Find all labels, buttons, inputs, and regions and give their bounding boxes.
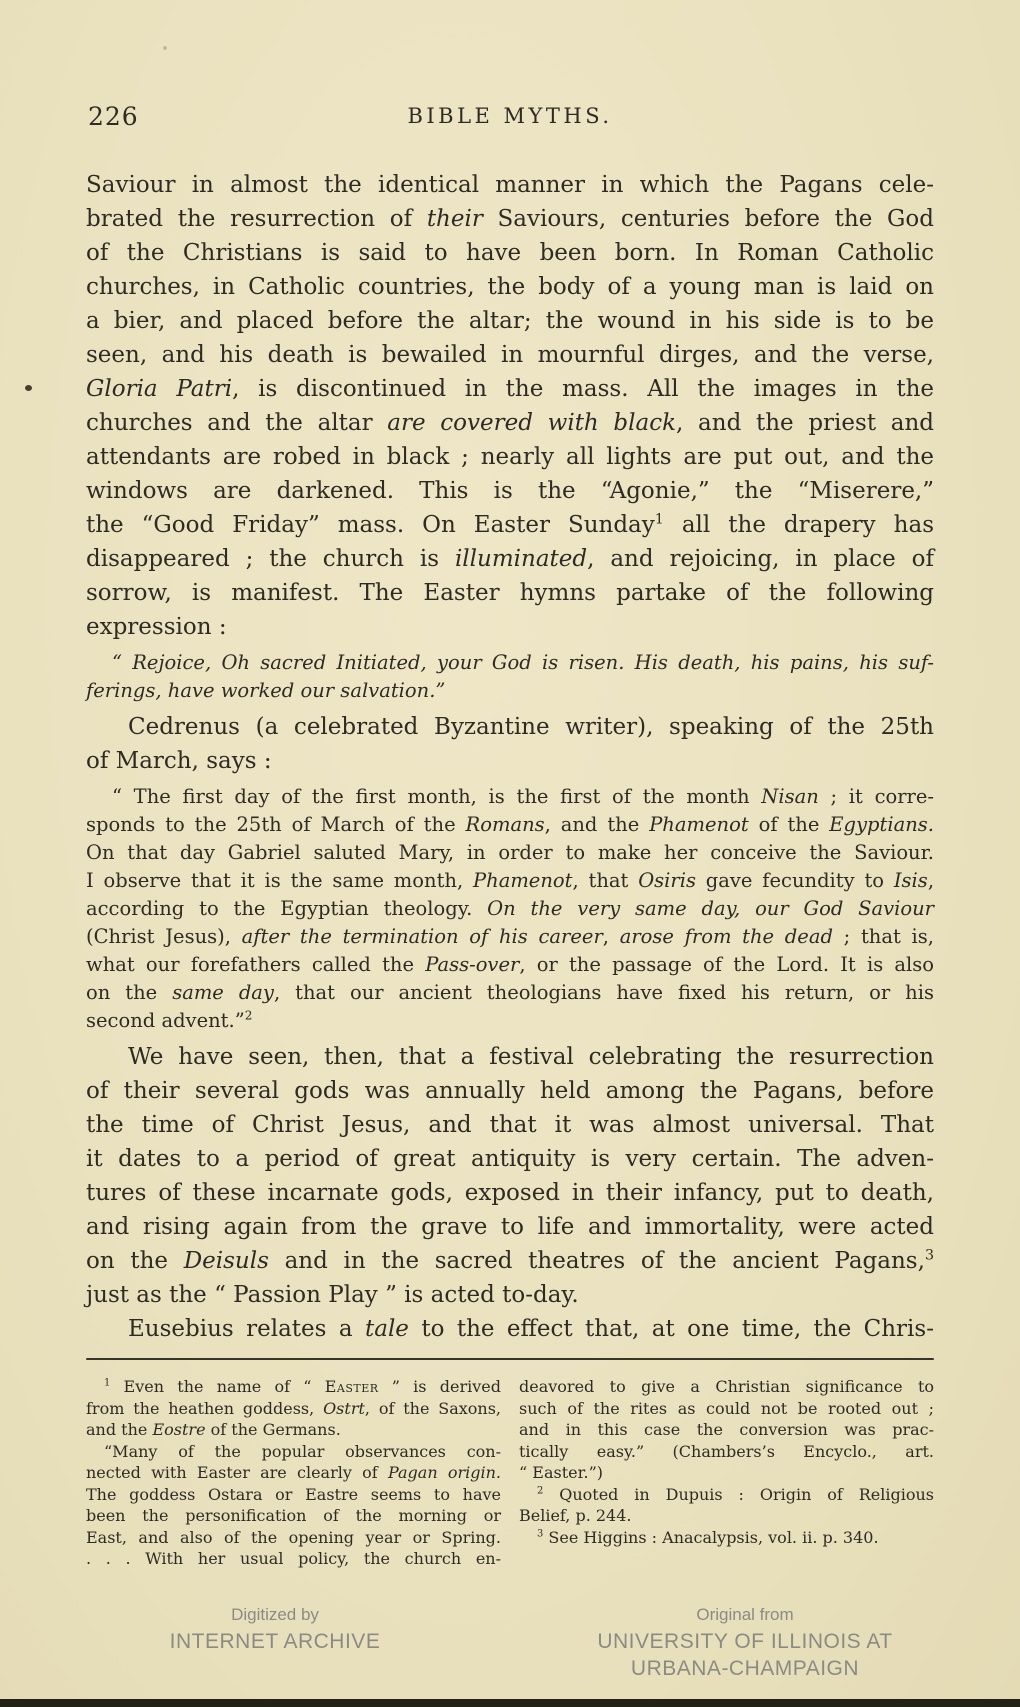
text-line xyxy=(86,202,934,236)
text-run: of the Germans. xyxy=(205,1420,341,1439)
text-run: and the xyxy=(86,1420,153,1439)
text-line xyxy=(519,1441,934,1463)
text-run: I observe that it is the same month, xyxy=(86,869,474,892)
scan-speck xyxy=(163,46,167,50)
text-run: disappeared ; the church is xyxy=(86,546,455,572)
text-run: Isis xyxy=(893,869,928,892)
text-line xyxy=(86,839,934,867)
text-run: , and the priest and xyxy=(676,410,934,436)
text-run: Gloria Patri xyxy=(86,376,233,402)
text-run: second advent.” xyxy=(86,1009,245,1032)
text-run: On the very same day, our God Saviour xyxy=(487,897,934,920)
body-paragraph xyxy=(86,1312,934,1346)
text-line xyxy=(519,1505,934,1527)
text-line xyxy=(519,1398,934,1420)
text-run: Easter xyxy=(324,1377,379,1396)
text-line xyxy=(86,1376,501,1398)
digitized-by-label: Digitized by xyxy=(231,1605,319,1624)
scan-speck xyxy=(25,385,32,391)
text-run: Pass-over xyxy=(425,953,520,976)
footnote-marker: 3 xyxy=(537,1528,544,1540)
text-run: Belief, p. 244. xyxy=(519,1506,632,1525)
text-line xyxy=(86,610,934,644)
footnote-column-1 xyxy=(86,1376,501,1570)
text-run: to the effect that, at one time, the Chris- xyxy=(408,1316,934,1342)
footnote-marker: 1 xyxy=(104,1377,111,1389)
text-run: brated the resurrection of xyxy=(86,206,427,232)
text-run: Phamenot xyxy=(649,813,749,836)
text-line xyxy=(86,576,934,610)
text-run: their xyxy=(426,206,483,232)
text-line xyxy=(86,508,934,542)
text-line xyxy=(86,1108,934,1142)
text-line xyxy=(86,895,934,923)
text-line xyxy=(86,1441,501,1463)
text-line xyxy=(86,1312,934,1346)
original-from-credit xyxy=(580,1602,910,1682)
scanned-page xyxy=(86,100,934,1570)
text-run: Saviours, centuries before the God xyxy=(482,206,934,232)
text-run: tale xyxy=(365,1316,409,1342)
text-run: Pagan origin. xyxy=(387,1463,502,1482)
text-run: “Many of the popular observances con- xyxy=(104,1441,501,1461)
text-run: been the personification of the morning or xyxy=(86,1506,501,1525)
text-run: , and the xyxy=(544,813,650,836)
original-from-label: Original from xyxy=(696,1605,794,1624)
text-line xyxy=(86,168,934,202)
text-run: , xyxy=(927,869,935,892)
text-run: “ Easter.”) xyxy=(519,1463,603,1482)
text-run: Osiris xyxy=(638,869,696,892)
text-run: after the termination of his career xyxy=(241,925,603,948)
text-line xyxy=(86,1419,501,1441)
text-run: Even the name of “ xyxy=(110,1377,325,1396)
text-run: , xyxy=(602,925,620,948)
text-run: and in the sacred theatres of the ancient Pagans, xyxy=(268,1248,925,1274)
text-run: “ Rejoice, Oh sacred Initiated, your God is risen. His death, his pains, his suf- xyxy=(112,651,934,674)
text-run: windows are darkened. This is the “Agonie,” the “Miserere,” xyxy=(86,478,934,504)
text-run: tically easy.” (Chambers’s Encyclo., art. xyxy=(519,1441,934,1461)
text-run: just as the “ Passion Play ” is acted to-day. xyxy=(86,1282,579,1308)
text-run: Saviour in almost the identical manner in which the Pagans cele- xyxy=(86,172,934,198)
footnote-marker: 2 xyxy=(537,1485,544,1497)
text-line xyxy=(86,1462,501,1484)
text-run: On that day Gabriel saluted Mary, in order to make her conceive the Saviour. xyxy=(86,841,934,864)
text-line xyxy=(86,1210,934,1244)
text-run: deavored to give a Christian significance to xyxy=(519,1377,934,1396)
text-run: attendants are robed in black ; nearly all lights are put out, and the xyxy=(86,444,934,470)
text-line xyxy=(86,783,934,811)
text-run: Cedrenus (a celebrated Byzantine writer), speaking of the 25th xyxy=(128,714,934,740)
text-run: ferings, have worked our salvation.” xyxy=(86,679,446,702)
text-line xyxy=(86,867,934,895)
text-run: ; that is, xyxy=(832,925,934,948)
text-line xyxy=(86,677,934,705)
text-line xyxy=(86,710,934,744)
page-header xyxy=(86,100,934,136)
footnote-marker: 2 xyxy=(244,1008,253,1023)
text-run: the time of Christ Jesus, and that it was almost universal. That xyxy=(86,1112,934,1138)
text-run: of the xyxy=(748,813,830,836)
footnotes-section xyxy=(86,1376,934,1570)
page-number: 226 xyxy=(88,102,139,131)
text-run: sorrow, is manifest. The Easter hymns partake of the following xyxy=(86,580,934,606)
text-run: churches and the altar xyxy=(86,410,388,436)
text-run: (Christ Jesus), xyxy=(86,925,242,948)
text-run: same day xyxy=(172,981,274,1004)
text-line xyxy=(86,1176,934,1210)
body-paragraph xyxy=(86,168,934,644)
text-run: East, and also of the opening year or Spring. xyxy=(86,1527,501,1547)
text-run: a bier, and placed before the altar; the wound in his side is to be xyxy=(86,308,934,334)
text-run: , that xyxy=(572,869,639,892)
text-run: nected with Easter are clearly of xyxy=(86,1463,388,1482)
text-line xyxy=(86,923,934,951)
text-run: , or the passage of the Lord. It is also xyxy=(519,953,935,976)
text-run: expression : xyxy=(86,614,227,640)
text-run: of the Christians is said to have been born. In Roman Catholic xyxy=(86,240,934,266)
text-run: We have seen, then, that a festival celebrating the resurrection xyxy=(128,1044,934,1070)
text-run: churches, in Catholic countries, the body of a young man is laid on xyxy=(86,274,934,300)
text-line xyxy=(86,270,934,304)
text-line xyxy=(86,1278,934,1312)
text-line xyxy=(86,1007,934,1035)
text-line xyxy=(86,1074,934,1108)
footnote-marker: 1 xyxy=(654,511,664,528)
university-label-line2: URBANA-CHAMPAIGN xyxy=(630,1657,860,1680)
text-run: according to the Egyptian theology. xyxy=(86,897,488,920)
text-line xyxy=(86,1398,501,1420)
text-run: The goddess Ostara or Eastre seems to have xyxy=(86,1484,501,1504)
text-line xyxy=(519,1462,934,1484)
text-line xyxy=(86,1040,934,1074)
text-run: “ The first day of the first month, is the first of the month xyxy=(112,785,762,808)
university-label-line1: UNIVERSITY OF ILLINOIS AT xyxy=(597,1630,893,1653)
block-quote xyxy=(86,649,934,705)
page-title: BIBLE MYTHS. xyxy=(407,104,613,128)
text-run: what our forefathers called the xyxy=(86,953,426,976)
scan-edge-bar xyxy=(0,1699,1020,1707)
text-run: . . . With her usual policy, the church en- xyxy=(86,1549,501,1568)
text-line xyxy=(86,951,934,979)
body-paragraph xyxy=(86,1040,934,1312)
text-run: Eostre xyxy=(152,1420,206,1439)
text-run: Phamenot xyxy=(473,869,573,892)
text-line xyxy=(86,542,934,576)
text-run: ; it corre- xyxy=(818,785,935,808)
text-line xyxy=(86,1527,501,1549)
text-run: it dates to a period of great antiquity is very certain. The adven- xyxy=(86,1146,934,1172)
text-line xyxy=(86,406,934,440)
page-text-blocks xyxy=(86,168,934,1570)
block-quote xyxy=(86,783,934,1035)
text-line xyxy=(86,1505,501,1527)
text-run: seen, and his death is bewailed in mournful dirges, and the verse, xyxy=(86,342,934,368)
text-line xyxy=(519,1419,934,1441)
text-run: , that our ancient theologians have fixed his return, or his xyxy=(273,981,934,1004)
text-line xyxy=(86,440,934,474)
text-run: on the xyxy=(86,1248,184,1274)
text-run: gave fecundity to xyxy=(695,869,894,892)
text-run: all the drapery has xyxy=(663,512,934,538)
text-run: sponds to the 25th of March of the xyxy=(86,813,466,836)
text-run: the “Good Friday” mass. On Easter Sunday xyxy=(86,512,655,538)
text-run: on the xyxy=(86,981,173,1004)
text-run: Eusebius relates a xyxy=(128,1316,365,1342)
text-line xyxy=(86,372,934,406)
text-line xyxy=(519,1376,934,1398)
text-line xyxy=(519,1527,934,1549)
footnote-marker: 3 xyxy=(924,1247,935,1264)
text-line xyxy=(86,979,934,1007)
text-run: and rising again from the grave to life and immortality, were acted xyxy=(86,1214,934,1240)
text-line xyxy=(86,744,934,778)
text-line xyxy=(86,338,934,372)
text-line xyxy=(86,236,934,270)
text-line xyxy=(86,1244,934,1278)
text-line xyxy=(86,474,934,508)
text-run: illuminated xyxy=(454,546,588,572)
text-line xyxy=(86,1484,501,1506)
text-run: Ostrt xyxy=(323,1398,365,1418)
text-run: tures of these incarnate gods, exposed in their infancy, put to death, xyxy=(86,1180,934,1206)
footnote-rule xyxy=(86,1358,934,1360)
text-line xyxy=(519,1484,934,1506)
text-run: Egyptians. xyxy=(829,813,934,836)
text-run: Romans xyxy=(465,813,545,836)
text-run: ” is derived xyxy=(378,1377,501,1396)
footnote-column-2 xyxy=(519,1376,934,1570)
text-run: Nisan xyxy=(761,785,819,808)
digitized-by-credit xyxy=(150,1602,400,1655)
text-run: of March, says : xyxy=(86,748,272,774)
text-run: such of the rites as could not be rooted out ; xyxy=(519,1398,934,1418)
text-run: from the heathen goddess, xyxy=(86,1398,324,1418)
body-paragraph xyxy=(86,710,934,778)
text-run: , of the Saxons, xyxy=(364,1398,502,1418)
text-run: arose from the dead xyxy=(619,925,833,948)
text-run: , and rejoicing, in place of xyxy=(587,546,934,572)
text-line xyxy=(86,1142,934,1176)
text-run: and in this case the conversion was prac- xyxy=(519,1420,934,1439)
internet-archive-label: INTERNET ARCHIVE xyxy=(169,1630,381,1653)
text-line xyxy=(86,649,934,677)
text-run: are covered with black xyxy=(387,410,677,436)
text-run: , is discontinued in the mass. All the images in the xyxy=(232,376,934,402)
text-line xyxy=(86,304,934,338)
text-run: See Higgins : Anacalypsis, vol. ii. p. 340. xyxy=(543,1527,879,1547)
text-run: Quoted in Dupuis : Origin of Religious xyxy=(543,1484,934,1504)
text-line xyxy=(86,1548,501,1570)
text-run: Deisuls xyxy=(183,1248,269,1274)
text-line xyxy=(86,811,934,839)
text-run: of their several gods was annually held among the Pagans, before xyxy=(86,1078,934,1104)
